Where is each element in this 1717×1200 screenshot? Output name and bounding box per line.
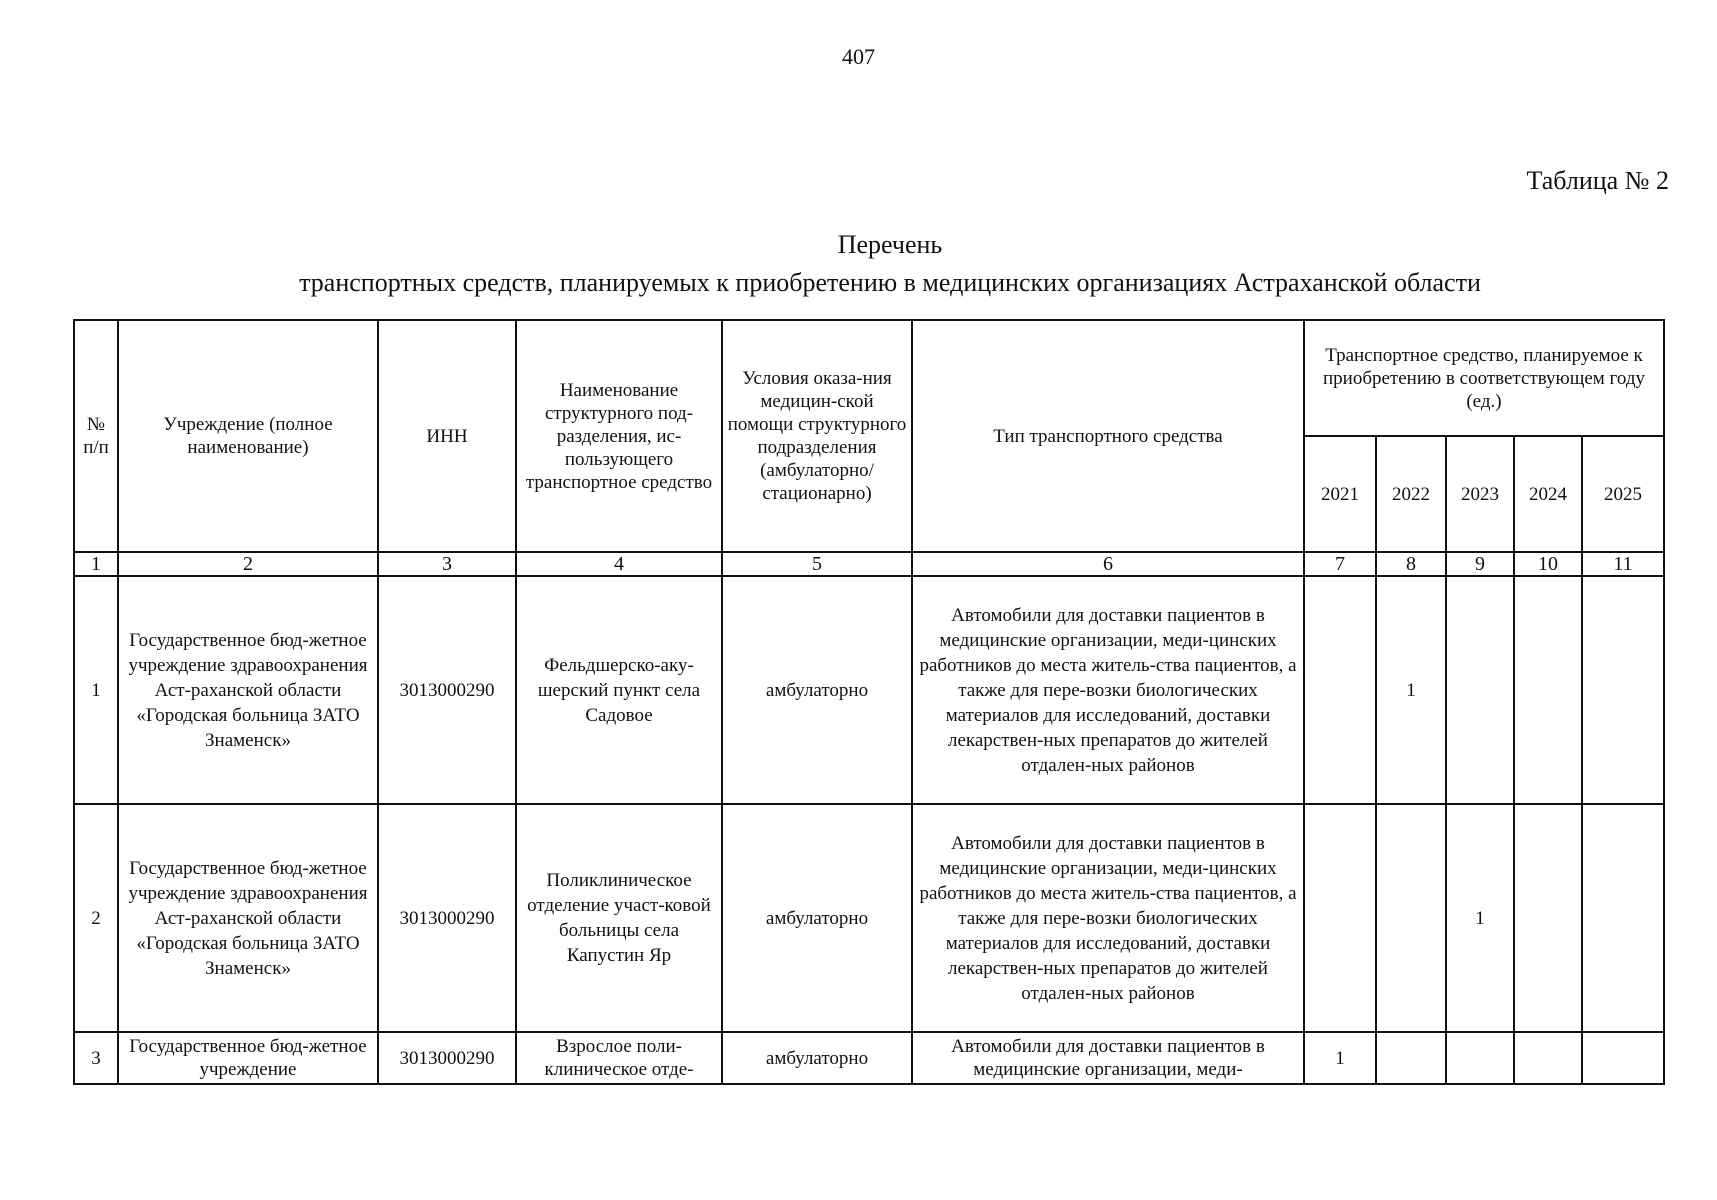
qty-2021: [1304, 804, 1376, 1032]
qty-2023: [1446, 1032, 1514, 1084]
header-conditions: Условия оказа-ния медицин-ской помощи структурного подразделения (амбулаторно/ стационарно): [722, 320, 912, 552]
qty-2025: [1582, 1032, 1664, 1084]
qty-2022: [1376, 804, 1446, 1032]
row-number: 2: [74, 804, 118, 1032]
qty-2024: [1514, 1032, 1582, 1084]
header-number: № п/п: [74, 320, 118, 552]
header-year-2022: 2022: [1376, 436, 1446, 552]
table-row: [74, 804, 1664, 1032]
unit-text: Взрослое поли-клиническое отде-: [544, 1036, 694, 1080]
qty-2021: [1304, 576, 1376, 804]
header-year-2025: 2025: [1582, 436, 1664, 552]
row-number: 3: [74, 1032, 118, 1084]
column-number: 7: [1304, 552, 1376, 576]
qty-2022: [1376, 1032, 1446, 1084]
unit-cell: Фельдшерско-аку-шерский пункт села Садовое: [516, 576, 722, 804]
header-row: [74, 320, 1664, 436]
institution-text: Государственное бюд-жетное учреждение: [129, 1036, 367, 1080]
column-number: 5: [722, 552, 912, 576]
header-year-2023: 2023: [1446, 436, 1514, 552]
qty-2024: [1514, 576, 1582, 804]
qty-2022: 1: [1376, 576, 1446, 804]
row-number: 1: [74, 576, 118, 804]
conditions-cell: амбулаторно: [722, 804, 912, 1032]
qty-2023: [1446, 576, 1514, 804]
vehicle-type-cell: Автомобили для доставки пациентов в медицинские организации, меди-цинских работников до места житель-ства пациентов, а также для пере-возки биологических материалов для исследований, доставки лекарствен-ных препаратов до жителей отдален-ных районов: [912, 576, 1304, 804]
table-row: [74, 576, 1664, 804]
header-unit: Наименование структурного под-разделения, ис-пользующего транспортное средство: [516, 320, 722, 552]
column-number: 6: [912, 552, 1304, 576]
conditions-cell: амбулаторно: [722, 1032, 912, 1084]
vehicle-type-text: Автомобили для доставки пациентов в медицинские организации, меди-: [951, 1036, 1265, 1080]
page-number: 407: [842, 44, 875, 69]
vehicle-type-cell: [912, 1032, 1304, 1084]
header-year-2024: 2024: [1514, 436, 1582, 552]
unit-cell: Поликлиническое отделение участ-ковой больницы села Капустин Яр: [516, 804, 722, 1032]
institution-cell: Государственное бюд-жетное учреждение здравоохранения Аст-раханской области «Городская больница ЗАТО Знаменск»: [118, 576, 378, 804]
header-year-2021: 2021: [1304, 436, 1376, 552]
qty-2024: [1514, 804, 1582, 1032]
institution-cell: [118, 1032, 378, 1084]
title-line-2: транспортных средств, планируемых к приобретению в медицинских организациях Астраханской области: [299, 268, 1481, 297]
vehicle-type-cell: Автомобили для доставки пациентов в медицинские организации, меди-цинских работников до места житель-ства пациентов, а также для пере-возки биологических материалов для исследований, доставки лекарствен-ных препаратов до жителей отдален-ных районов: [912, 804, 1304, 1032]
header-inn: ИНН: [378, 320, 516, 552]
title-line-1: Перечень: [837, 230, 943, 259]
table-row: [74, 1032, 1664, 1084]
column-number: 3: [378, 552, 516, 576]
qty-2025: [1582, 804, 1664, 1032]
vehicles-table: [73, 319, 1665, 1085]
header-year-group: Транспортное средство, планируемое к приобретению в соответствующем году (ед.): [1304, 320, 1664, 436]
inn-cell: 3013000290: [378, 1032, 516, 1084]
column-number: 8: [1376, 552, 1446, 576]
inn-cell: 3013000290: [378, 804, 516, 1032]
column-number: 4: [516, 552, 722, 576]
header-vehicle-type: Тип транспортного средства: [912, 320, 1304, 552]
document-title: [0, 226, 1717, 302]
conditions-cell: амбулаторно: [722, 576, 912, 804]
column-number-row: [74, 552, 1664, 576]
column-number: 10: [1514, 552, 1582, 576]
column-number: 11: [1582, 552, 1664, 576]
inn-cell: 3013000290: [378, 576, 516, 804]
column-number: 2: [118, 552, 378, 576]
header-institution: Учреждение (полное наименование): [118, 320, 378, 552]
institution-cell: Государственное бюд-жетное учреждение здравоохранения Аст-раханской области «Городская больница ЗАТО Знаменск»: [118, 804, 378, 1032]
column-number: 9: [1446, 552, 1514, 576]
unit-cell: [516, 1032, 722, 1084]
qty-2021: 1: [1304, 1032, 1376, 1084]
table-label: Таблица № 2: [1526, 166, 1669, 195]
qty-2025: [1582, 576, 1664, 804]
column-number: 1: [74, 552, 118, 576]
qty-2023: 1: [1446, 804, 1514, 1032]
